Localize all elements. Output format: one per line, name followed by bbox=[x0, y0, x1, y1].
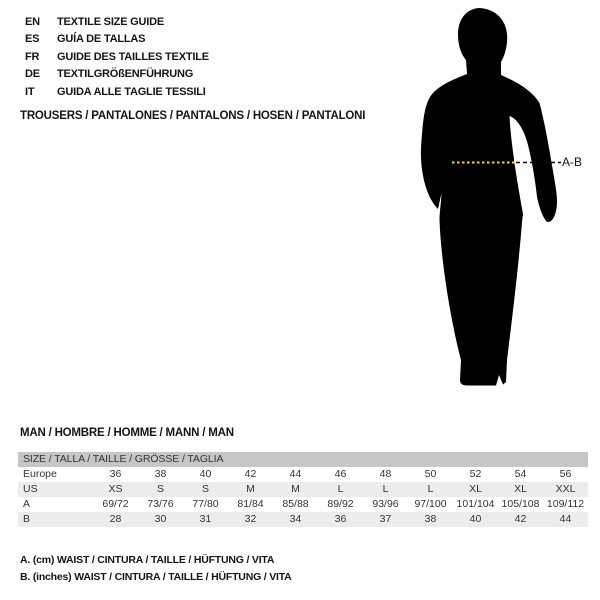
language-label: TEXTILGRÖßENFÜHRUNG bbox=[57, 68, 194, 81]
language-code: IT bbox=[25, 85, 35, 98]
table-cell: 97/100 bbox=[414, 498, 447, 510]
row-label: US bbox=[23, 483, 38, 495]
table-cell: 93/96 bbox=[372, 498, 399, 510]
table-cell: 40 bbox=[199, 468, 212, 480]
table-cell: XL bbox=[514, 483, 527, 495]
table-row bbox=[18, 482, 588, 497]
table-row bbox=[18, 497, 588, 512]
measure-note: A. (cm) WAIST / CINTURA / TAILLE / HÜFTUNG / VITA bbox=[20, 554, 275, 566]
table-cell: 36 bbox=[334, 513, 347, 525]
table-cell: 40 bbox=[469, 513, 482, 525]
measure-notes bbox=[20, 552, 292, 585]
language-code: ES bbox=[25, 33, 40, 46]
size-table-header: SIZE / TALLA / TAILLE / GRÖSSE / TAGLIA bbox=[18, 452, 588, 467]
row-label: A bbox=[23, 498, 31, 510]
size-table bbox=[18, 452, 588, 527]
table-cell: XXL bbox=[555, 483, 576, 495]
table-cell: S bbox=[201, 483, 209, 495]
language-code: EN bbox=[25, 16, 40, 28]
table-cell: L bbox=[382, 483, 389, 495]
table-cell: L bbox=[337, 483, 344, 495]
table-cell: 101/104 bbox=[456, 498, 495, 510]
table-cell: 85/88 bbox=[282, 498, 309, 510]
table-cell: 52 bbox=[469, 468, 482, 480]
table-cell: 81/84 bbox=[237, 498, 264, 510]
table-cell: 30 bbox=[154, 513, 167, 525]
table-cell: XS bbox=[108, 483, 123, 495]
table-cell: 31 bbox=[199, 513, 212, 525]
table-cell: 37 bbox=[379, 513, 392, 525]
table-cell: 28 bbox=[109, 513, 122, 525]
row-label: Europe bbox=[23, 468, 57, 480]
table-cell: 73/76 bbox=[147, 498, 174, 510]
table-cell: 42 bbox=[244, 468, 257, 480]
table-cell: 38 bbox=[154, 468, 167, 480]
waist-measure-label: A-B bbox=[562, 155, 583, 169]
table-cell: XL bbox=[469, 483, 482, 495]
table-cell: M bbox=[246, 483, 255, 495]
table-cell: 34 bbox=[289, 513, 302, 525]
category-title: TROUSERS / PANTALONES / PANTALONS / HOSEN / PANTALONI bbox=[20, 110, 366, 122]
table-cell: 44 bbox=[289, 468, 302, 480]
measure-note: B. (inches) WAIST / CINTURA / TAILLE / HÜFTUNG / VITA bbox=[20, 570, 292, 583]
table-cell: 89/92 bbox=[327, 498, 354, 510]
language-label: GUÍA DE TALLAS bbox=[57, 33, 146, 46]
table-cell: 46 bbox=[334, 468, 347, 480]
table-cell: L bbox=[427, 483, 434, 495]
table-row bbox=[18, 512, 588, 527]
table-cell: 32 bbox=[244, 513, 257, 525]
row-label: B bbox=[23, 513, 31, 525]
table-cell: 69/72 bbox=[102, 498, 129, 510]
table-cell: 77/80 bbox=[192, 498, 219, 510]
table-cell: 56 bbox=[559, 468, 572, 480]
man-silhouette bbox=[421, 8, 557, 386]
language-label: GUIDE DES TAILLES TEXTILE bbox=[57, 50, 209, 63]
table-cell: S bbox=[156, 483, 164, 495]
table-cell: 109/112 bbox=[546, 498, 585, 510]
language-label: GUIDA ALLE TAGLIE TESSILI bbox=[57, 85, 206, 98]
table-cell: 38 bbox=[424, 513, 437, 525]
table-cell: M bbox=[291, 483, 300, 495]
table-cell: 105/108 bbox=[501, 498, 540, 510]
table-cell: 54 bbox=[514, 468, 527, 480]
table-cell: 36 bbox=[109, 468, 122, 480]
table-cell: 50 bbox=[424, 468, 437, 480]
language-code: FR bbox=[25, 50, 40, 63]
section-title: MAN / HOMBRE / HOMME / MANN / MAN bbox=[20, 427, 234, 439]
table-cell: 42 bbox=[514, 513, 527, 525]
table-cell: 44 bbox=[559, 513, 572, 525]
table-row bbox=[18, 467, 588, 482]
language-code: DE bbox=[25, 68, 40, 81]
table-cell: 48 bbox=[379, 468, 392, 480]
language-label: TEXTILE SIZE GUIDE bbox=[57, 16, 165, 28]
